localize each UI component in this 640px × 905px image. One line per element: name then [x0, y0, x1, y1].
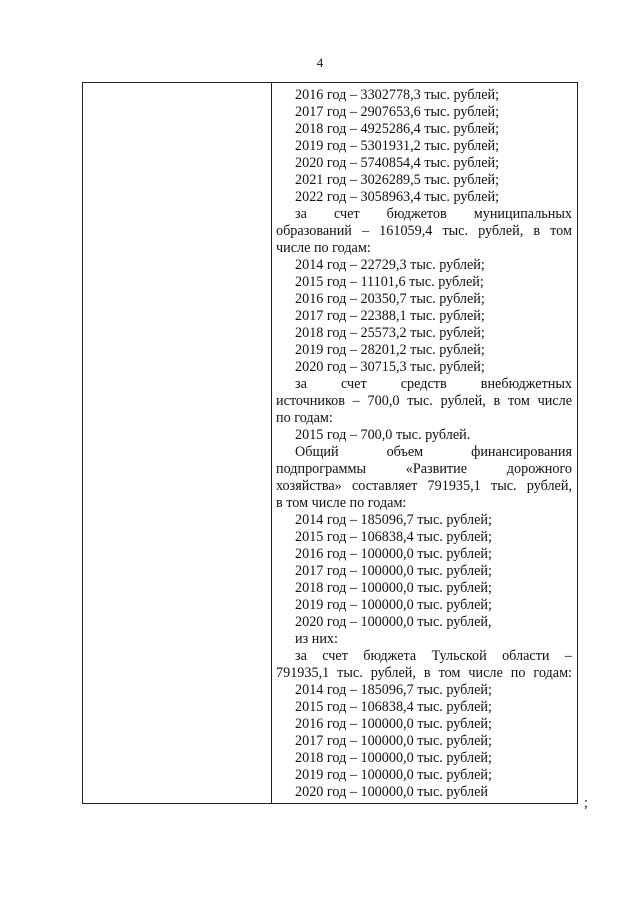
text-line: в том числе по годам:	[276, 495, 407, 511]
text-line: 2016 год – 100000,0 тыс. рублей;	[295, 546, 492, 562]
text-line: за счет бюджетов муниципальных	[295, 206, 572, 222]
funding-text-cell	[276, 87, 572, 801]
text-line: подпрограммы «Развитие дорожного	[276, 461, 572, 477]
page-number: 4	[316, 55, 324, 70]
table-frame	[82, 82, 578, 804]
text-line: 2018 год – 100000,0 тыс. рублей;	[295, 750, 492, 766]
text-line: числе по годам:	[276, 240, 371, 256]
text-line: по годам:	[276, 410, 333, 426]
text-line: 2015 год – 106838,4 тыс. рублей;	[295, 529, 492, 545]
text-line: 2020 год – 100000,0 тыс. рублей	[295, 784, 488, 800]
text-line: 2020 год – 100000,0 тыс. рублей,	[295, 614, 492, 630]
text-line: хозяйства» составляет 791935,1 тыс. рублей,	[276, 478, 572, 494]
trailing-semicolon: ;	[584, 795, 588, 811]
text-line: из них:	[295, 631, 338, 647]
text-line: 2019 год – 5301931,2 тыс. рублей;	[295, 138, 500, 154]
text-line: за счет средств внебюджетных	[295, 376, 572, 392]
text-line: 2015 год – 700,0 тыс. рублей.	[295, 427, 471, 443]
text-line: источников – 700,0 тыс. рублей, в том числе	[276, 393, 572, 409]
text-line: 2019 год – 100000,0 тыс. рублей;	[295, 767, 492, 783]
text-line: 2014 год – 185096,7 тыс. рублей;	[295, 512, 492, 528]
text-line: 2018 год – 4925286,4 тыс. рублей;	[295, 121, 500, 137]
text-line: 2017 год – 2907653,6 тыс. рублей;	[295, 104, 500, 120]
text-line: Общий объем финансирования	[295, 444, 572, 460]
text-line: 2014 год – 185096,7 тыс. рублей;	[295, 682, 492, 698]
text-line: за счет бюджета Тульской области –	[295, 648, 572, 664]
text-line: 2017 год – 22388,1 тыс. рублей;	[295, 308, 485, 324]
text-line: 2016 год – 3302778,3 тыс. рублей;	[295, 87, 500, 103]
text-line: образований – 161059,4 тыс. рублей, в том	[276, 223, 572, 239]
text-line: 791935,1 тыс. рублей, в том числе по годам:	[276, 665, 572, 681]
column-divider	[271, 83, 272, 803]
text-line: 2018 год – 25573,2 тыс. рублей;	[295, 325, 485, 341]
text-line: 2015 год – 106838,4 тыс. рублей;	[295, 699, 492, 715]
text-line: 2016 год – 100000,0 тыс. рублей;	[295, 716, 492, 732]
text-line: 2017 год – 100000,0 тыс. рублей;	[295, 733, 492, 749]
text-line: 2020 год – 5740854,4 тыс. рублей;	[295, 155, 500, 171]
text-line: 2021 год – 3026289,5 тыс. рублей;	[295, 172, 500, 188]
text-line: 2020 год – 30715,3 тыс. рублей;	[295, 359, 485, 375]
text-line: 2022 год – 3058963,4 тыс. рублей;	[295, 189, 500, 205]
text-line: 2018 год – 100000,0 тыс. рублей;	[295, 580, 492, 596]
text-line: 2019 год – 100000,0 тыс. рублей;	[295, 597, 492, 613]
text-line: 2017 год – 100000,0 тыс. рублей;	[295, 563, 492, 579]
text-line: 2016 год – 20350,7 тыс. рублей;	[295, 291, 485, 307]
text-line: 2015 год – 11101,6 тыс. рублей;	[295, 274, 484, 290]
text-line: 2014 год – 22729,3 тыс. рублей;	[295, 257, 485, 273]
text-line: 2019 год – 28201,2 тыс. рублей;	[295, 342, 485, 358]
